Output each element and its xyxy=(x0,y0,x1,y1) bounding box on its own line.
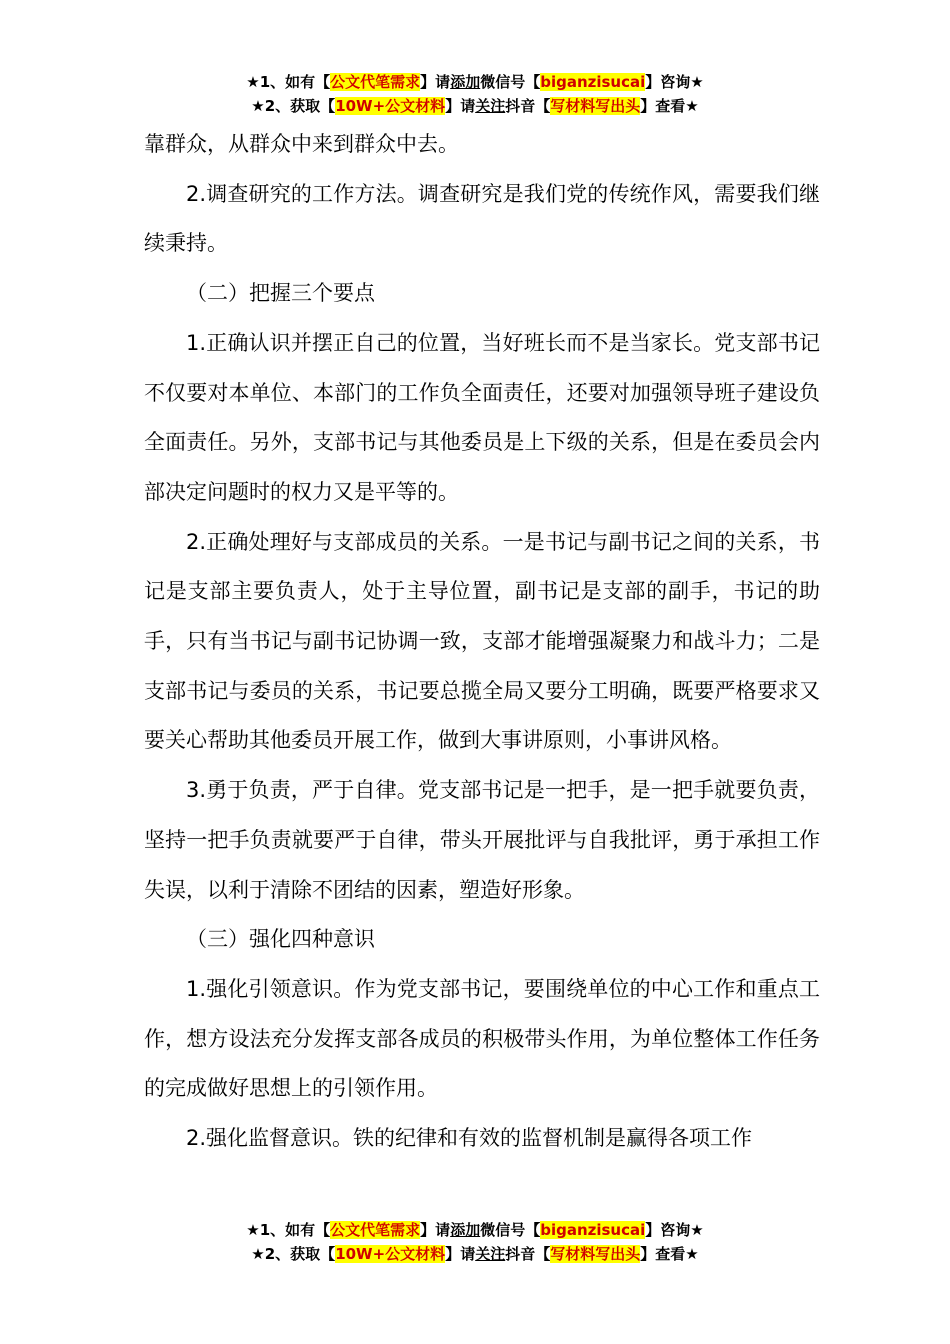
header-line-2-prefix: ★2、获取【 xyxy=(251,97,336,115)
footer-line-2-suffix: 】查看★ xyxy=(640,1245,699,1263)
header-line-1-text-2: 微信号【 xyxy=(480,73,541,91)
document-body xyxy=(144,120,820,1164)
paragraph: 3.勇于负责，严于自律。党支部书记是一把手，是一把手就要负责，坚持一把手负责就要严于自律，带头开展批评与自我批评，勇于承担工作失误，以利于清除不团结的因素，塑造好形象。 xyxy=(144,778,820,902)
paragraph: 2.调查研究的工作方法。调查研究是我们党的传统作风，需要我们继续秉持。 xyxy=(144,181,820,256)
footer-line-1 xyxy=(0,1218,950,1242)
footer-line-1-text: 】请 xyxy=(420,1221,451,1239)
header-line-2 xyxy=(0,94,950,118)
header-line-1 xyxy=(0,70,950,94)
header-line-2-text: 】请 xyxy=(445,97,476,115)
header-line-2-underline: 关注 xyxy=(475,97,506,115)
footer-line-2-underline: 关注 xyxy=(475,1245,506,1263)
section-heading: （三）强化四种意识 xyxy=(186,927,375,952)
footer-line-2-highlight-materials: 10W+公文材料 xyxy=(335,1245,446,1263)
paragraph: 1.强化引领意识。作为党支部书记，要围绕单位的中心工作和重点工作，想方设法充分发挥支部各成员的积极带头作用，为单位整体工作任务的完成做好思想上的引领作用。 xyxy=(144,976,820,1101)
header-line-2-highlight-douyin: 写材料写出头 xyxy=(550,97,641,115)
header-line-1-prefix: ★1、如有【 xyxy=(246,73,331,91)
header-line-1-underline: 添加 xyxy=(450,73,481,91)
paragraph: 1.正确认识并摆正自己的位置，当好班长而不是当家长。党支部书记不仅要对本单位、本部门的工作负全面责任，还要对加强领导班子建设负全面责任。另外，支部书记与其他委员是上下级的关系，但是在委员会内部决定问题时的权力又是平等的。 xyxy=(144,330,820,504)
section-heading: （二）把握三个要点 xyxy=(186,281,375,306)
paragraph: 靠群众，从群众中来到群众中去。 xyxy=(144,132,459,156)
footer-line-1-suffix: 】咨询★ xyxy=(645,1221,704,1239)
header-line-1-suffix: 】咨询★ xyxy=(645,73,704,91)
footer-line-1-highlight-service: 公文代笔需求 xyxy=(330,1221,421,1239)
header-line-2-highlight-materials: 10W+公文材料 xyxy=(335,97,446,115)
header-line-1-highlight-wechat: biganzisucai xyxy=(540,73,646,91)
header-line-1-text: 】请 xyxy=(420,73,451,91)
paragraph: 2.正确处理好与支部成员的关系。一是书记与副书记之间的关系，书记是支部主要负责人，处于主导位置，副书记是支部的副手，书记的助手，只有当书记与副书记协调一致，支部才能增强凝聚力和战斗力；二是支部书记与委员的关系，书记要总揽全局又要分工明确，既要严格要求又要关心帮助其他委员开展工作，做到大事讲原则，小事讲风格。 xyxy=(144,529,820,753)
footer-banner xyxy=(0,1218,950,1266)
footer-line-1-highlight-wechat: biganzisucai xyxy=(540,1221,646,1239)
footer-line-2 xyxy=(0,1242,950,1266)
footer-line-1-text-2: 微信号【 xyxy=(480,1221,541,1239)
header-line-2-text-2: 抖音【 xyxy=(505,97,551,115)
footer-line-2-text-2: 抖音【 xyxy=(505,1245,551,1263)
header-line-2-suffix: 】查看★ xyxy=(640,97,699,115)
paragraph: 2.强化监督意识。铁的纪律和有效的监督机制是赢得各项工作 xyxy=(186,1126,753,1151)
footer-line-2-prefix: ★2、获取【 xyxy=(251,1245,336,1263)
header-line-1-highlight-service: 公文代笔需求 xyxy=(330,73,421,91)
footer-line-1-prefix: ★1、如有【 xyxy=(246,1221,331,1239)
header-banner xyxy=(0,70,950,118)
footer-line-2-text: 】请 xyxy=(445,1245,476,1263)
footer-line-2-highlight-douyin: 写材料写出头 xyxy=(550,1245,641,1263)
footer-line-1-underline: 添加 xyxy=(450,1221,481,1239)
